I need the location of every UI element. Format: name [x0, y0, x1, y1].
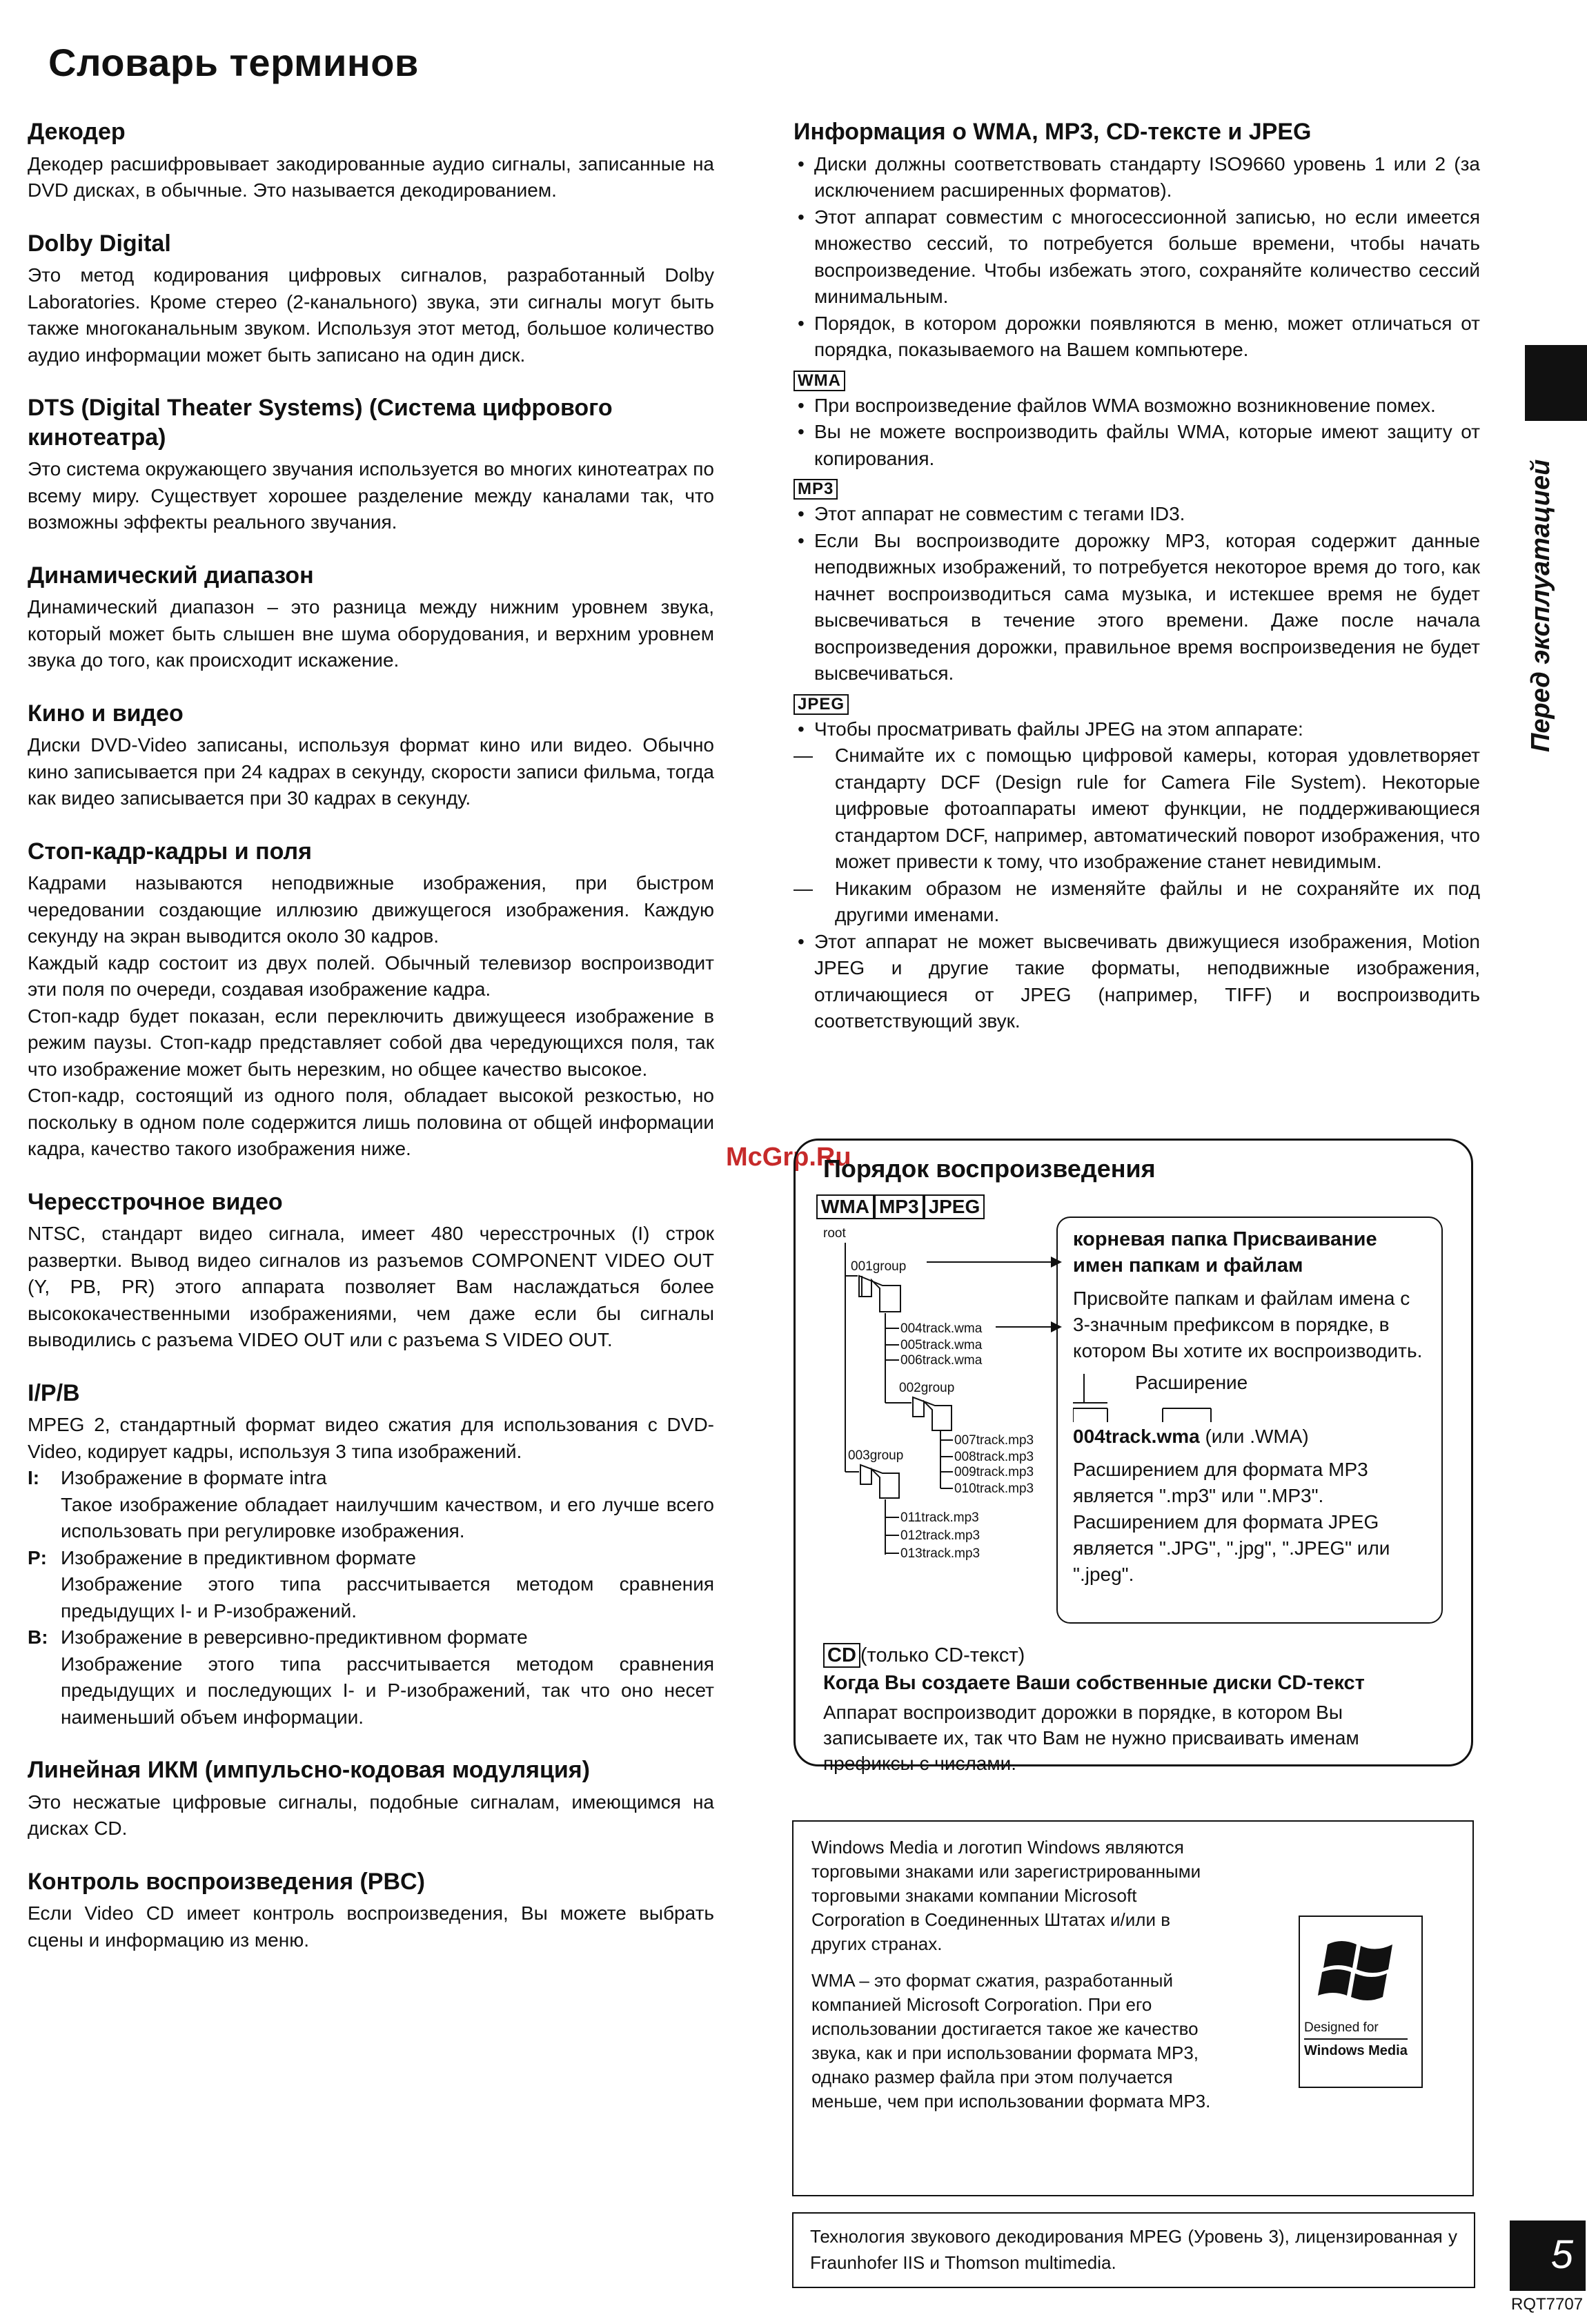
list-item: — Никаким образом не изменяйте файлы и не сохраняйте их под другими именами. [793, 876, 1480, 929]
term-title: Декодер [28, 119, 126, 145]
ipb-i [28, 1465, 714, 1492]
tree-file-label: 011track.mp3 [900, 1510, 979, 1525]
tree-file-label: 004track.wma [900, 1321, 983, 1336]
jpeg-notes [793, 716, 1480, 1035]
mp3-notes [793, 501, 1480, 687]
list-item: • Этот аппарат не может высвечивать движущиеся изображения, Motion JPEG и другие такие форматы, неподвижные изображения, отличающиеся от JPEG (например, TIFF) и воспроизводить соответствующий звук. [793, 929, 1480, 1035]
ipb-b [28, 1624, 714, 1651]
term-lpcm [28, 1755, 714, 1842]
term-title: Динамический диапазон [28, 562, 314, 589]
section-tab-label: Перед эксплуатацией [1526, 459, 1555, 752]
list-item: • Этот аппарат не совместим с тегами ID3. [793, 501, 1480, 528]
tree-group-label: 001group [851, 1259, 907, 1274]
def-head: Изображение в реверсивно-предиктивном формате [61, 1626, 528, 1648]
list-item: • Диски должны соответствовать стандарту ISO9660 уровень 1 или 2 (за исключением расширенных форматов). [793, 151, 1480, 204]
term-dynamic-range [28, 561, 714, 674]
term-title: Стоп-кадр-кадры и поля [28, 838, 312, 865]
callout-text: Присвойте папкам и файлам имена с 3-значным префиксом в порядке, в котором Вы хотите их воспроизводить. [1073, 1288, 1423, 1361]
term-text: Стоп-кадр, состоящий из одного поля, обладает высокой резкостью, но поскольку в одном поле содержится лишь половина от общей информации кадра, качество такого изображения ниже. [28, 1085, 714, 1159]
logo-brand: Windows Media [1304, 2038, 1408, 2059]
windows-media-text [811, 1835, 1212, 2114]
glossary-right-column [793, 117, 1480, 1035]
term-text: Это метод кодирования цифровых сигналов, разработанный Dolby Laboratories. Кроме стерео (2-канального) звука, эти сигналы могут быть также многоканальным звуком. Используя этот метод, большое количество аудио информации может быть записано на один диск. [28, 264, 714, 366]
extension-diagram [1073, 1368, 1426, 1424]
term-title: Кино и видео [28, 700, 184, 727]
mpeg-license-note: Технология звукового декодирования MPEG (Уровень 3), лицензированная у Fraunhofer IIS и Thomson multimedia. [792, 2212, 1475, 2288]
term-dolby [28, 229, 714, 369]
term-text: Декодер расшифровывает закодированные аудио сигналы, записанные на DVD дисках, в обычные. Это называется декодированием. [28, 152, 714, 201]
def-head: Изображение в формате intra [61, 1467, 327, 1488]
tree-file-label: 005track.wma [900, 1338, 983, 1352]
term-text: Если Video CD имеет контроль воспроизведения, Вы можете выбрать сцены и информацию из меню. [28, 1902, 714, 1951]
callout-title: корневая папка Присваивание имен папкам и файлам [1073, 1228, 1377, 1277]
tree-file-label: 009track.mp3 [954, 1465, 1034, 1479]
ipb-p [28, 1545, 714, 1572]
logo-designed-for: Designed for [1304, 2020, 1379, 2035]
term-still-frames [28, 837, 714, 1163]
page-code: RQT7707 [1511, 2295, 1584, 2314]
term-interlace [28, 1188, 714, 1354]
jpeg-extension-note: Расширением для формата JPEG является ".JPG", ".jpg", ".JPEG" или ".jpeg". [1073, 1511, 1390, 1585]
list-item: • Если Вы воспроизводите дорожку MP3, которая содержит данные неподвижных изображений, то потребуется некоторое время до того, как начнет воспроизводиться сама музыка, и истекшее время не будет высвечиваться в течение этого времени. Даже после начала воспроизведения дорожки, правильное время воспроизведения не будет высвечиваться. [793, 528, 1480, 687]
def-key: P: [28, 1546, 47, 1568]
term-text: Это несжатые цифровые сигналы, подобные сигналам, имеющимся на дисках CD. [28, 1791, 714, 1839]
term-text: MPEG 2, стандартный формат видео сжатия для использования с DVD-Video, кодирует кадры, используя 3 типа изображений. [28, 1414, 714, 1462]
term-text: Диски DVD-Video записаны, используя формат кино или видео. Обычно кино записывается при 24 кадрах в секунду, скорости записи фильма, тогда как видео записывается при 30 кадрах в секунду. [28, 734, 714, 809]
windows-flag-icon [1300, 1917, 1421, 2013]
page-title: Словарь терминов [48, 41, 419, 84]
term-text: Каждый кадр состоит из двух полей. Обычный телевизор воспроизводит эти поля по очереди, создавая изображение кадра. [28, 952, 714, 1000]
format-tag: WMA [816, 1194, 874, 1219]
term-title: Dolby Digital [28, 230, 171, 257]
def-key: I: [28, 1467, 40, 1488]
list-item: • Вы не можете воспроизводить файлы WMA, которые имеют защиту от копирования. [793, 419, 1480, 472]
glossary-left-column [28, 117, 714, 1978]
list-item: • Этот аппарат совместим с многосессионной записью, но если имеется множество сессий, то потребуется больше времени, чтобы начать воспроизведение. Чтобы избежать этого, сохраняйте количество сессий минимальным. [793, 204, 1480, 311]
jpeg-tag: JPEG [793, 694, 849, 715]
def-desc: Изображение этого типа рассчитывается методом сравнения предыдущих I- и P-изображений. [61, 1573, 714, 1622]
term-title: Контроль воспроизведения (PBC) [28, 1868, 425, 1895]
tree-root-label: root [823, 1226, 846, 1241]
order-title: Порядок воспроизведения [823, 1154, 1156, 1183]
term-dts [28, 393, 714, 536]
term-text: Это система окружающего звучания используется во многих кинотеатрах по всему миру. Существует хорошее разделение между каналами так, что возможны эффекты реального звучания. [28, 458, 714, 533]
example-line [1073, 1424, 1426, 1450]
page-number: 5 [1510, 2220, 1586, 2291]
term-text: Динамический диапазон – это разница между нижним уровнем звука, который может быть слышен вне шума оборудования, и верхним уровнем звука до того, как происходит искажение. [28, 596, 714, 671]
cd-note [823, 1644, 1025, 1667]
term-pbc [28, 1867, 714, 1954]
tree-file-label: 007track.mp3 [954, 1433, 1034, 1448]
term-title: I/P/B [28, 1379, 80, 1406]
term-title: Линейная ИКМ (импульсно-кодовая модуляция) [28, 1757, 590, 1783]
section-tab-marker [1525, 345, 1587, 421]
tree-file-label: 012track.mp3 [900, 1528, 980, 1543]
term-text: Стоп-кадр будет показан, если переключить движущееся изображение в режим паузы. Стоп-кадр представляет собой два чередующихся поля, так что изображение может быть нерезким, но общее качество высокое. [28, 1005, 714, 1080]
cd-title: Когда Вы создаете Ваши собственные диски CD-текст [823, 1672, 1365, 1694]
tree-group-label: 003group [848, 1448, 904, 1463]
cd-text: Аппарат воспроизводит дорожки в порядке, в котором Вы записываете их, так что Вам не нужно присваивать именам префиксы с числами. [823, 1702, 1359, 1774]
cd-tag: CD [823, 1643, 860, 1668]
folder-icon [859, 1276, 900, 1312]
def-desc: Такое изображение обладает наилучшим качеством, и его лучше всего использовать при регулировке изображения. [61, 1493, 714, 1542]
windows-media-box [792, 1820, 1474, 2196]
list-item: • При воспроизведение файлов WMA возможно возникновение помех. [793, 393, 1480, 420]
extension-label: Расширение [1135, 1372, 1248, 1393]
tree-file-label: 006track.wma [900, 1353, 983, 1368]
tree-file-label: 008track.mp3 [954, 1450, 1034, 1464]
cd-note-text: (только CD-текст) [860, 1644, 1025, 1666]
wma-notes [793, 393, 1480, 473]
def-desc: Изображение этого типа рассчитывается методом сравнения предыдущих и последующих I- и P-изображений, так что оно несет наименьший объем информации. [61, 1653, 714, 1728]
def-key: B: [28, 1626, 48, 1648]
list-item: • Порядок, в котором дорожки появляются в меню, может отличаться от порядка, показываемого на Вашем компьютере. [793, 311, 1480, 364]
wma-description: WMA – это формат сжатия, разработанный компанией Microsoft Corporation. При его использовании достигается такое же качество звука, как и при использовании формата MP3, однако размер файла при этом получается меньше, чем при использовании формата MP3. [811, 1970, 1211, 2111]
general-notes [793, 151, 1480, 364]
tree-group-label: 002group [899, 1381, 955, 1395]
example-name: 004track.wma [1073, 1426, 1200, 1447]
term-decoder [28, 117, 714, 204]
term-title: Чересстрочное видео [28, 1188, 283, 1215]
example-alt: (или .WMA) [1205, 1426, 1309, 1447]
naming-callout [1056, 1217, 1443, 1624]
def-head: Изображение в предиктивном формате [61, 1546, 416, 1568]
playback-order-box [793, 1139, 1473, 1774]
term-title: DTS (Digital Theater Systems) (Система цифрового кинотеатра) [28, 395, 613, 451]
tree-file-label: 013track.mp3 [900, 1546, 980, 1561]
term-film-video [28, 699, 714, 812]
format-tag: MP3 [874, 1194, 924, 1219]
tree-file-label: 010track.mp3 [954, 1481, 1034, 1496]
info-title: Информация о WMA, MP3, CD-тексте и JPEG [793, 119, 1312, 145]
term-ipb [28, 1379, 714, 1731]
windows-media-logo [1299, 1916, 1423, 2088]
watermark: McGrp.Ru [726, 1143, 851, 1172]
list-item: — Снимайте их с помощью цифровой камеры, которая удовлетворяет стандарту DCF (Design rule for Camera File System). Некоторые цифровые фотоаппараты имеют функции, не поддерживающиеся стандартом DCF, например, автоматический поворот изображения, что может привести к тому, что изображение станет невидимым. [793, 742, 1480, 876]
wma-tag: WMA [793, 371, 845, 391]
list-item: • Чтобы просматривать файлы JPEG на этом аппарате: [793, 716, 1480, 743]
term-text: Кадрами называются неподвижные изображения, при быстром чередовании создающие иллюзию движущегося изображения. Каждую секунду на экран выводится около 30 кадров. [28, 872, 714, 947]
trademark-text: Windows Media и логотип Windows являются торговыми знаками или зарегистрированными торговыми знаками компании Microsoft Corporation в Соединенных Штатах и/или в других странах. [811, 1837, 1201, 1954]
mp3-extension-note: Расширением для формата MP3 является ".mp3" или ".MP3". [1073, 1459, 1368, 1506]
mp3-tag: MP3 [793, 479, 838, 500]
format-tag: JPEG [924, 1194, 985, 1219]
term-text: NTSC, стандарт видео сигнала, имеет 480 чересстрочных (I) строк развертки. Вывод видео сигналов из разъемов COMPONENT VIDEO OUT (Y, PB, PR) этого аппарата позволяет Вам наслаждаться более высококачественными изображениями, чем даже если бы сигналы выводились с разъема VIDEO OUT или с разъема S VIDEO OUT. [28, 1223, 714, 1350]
